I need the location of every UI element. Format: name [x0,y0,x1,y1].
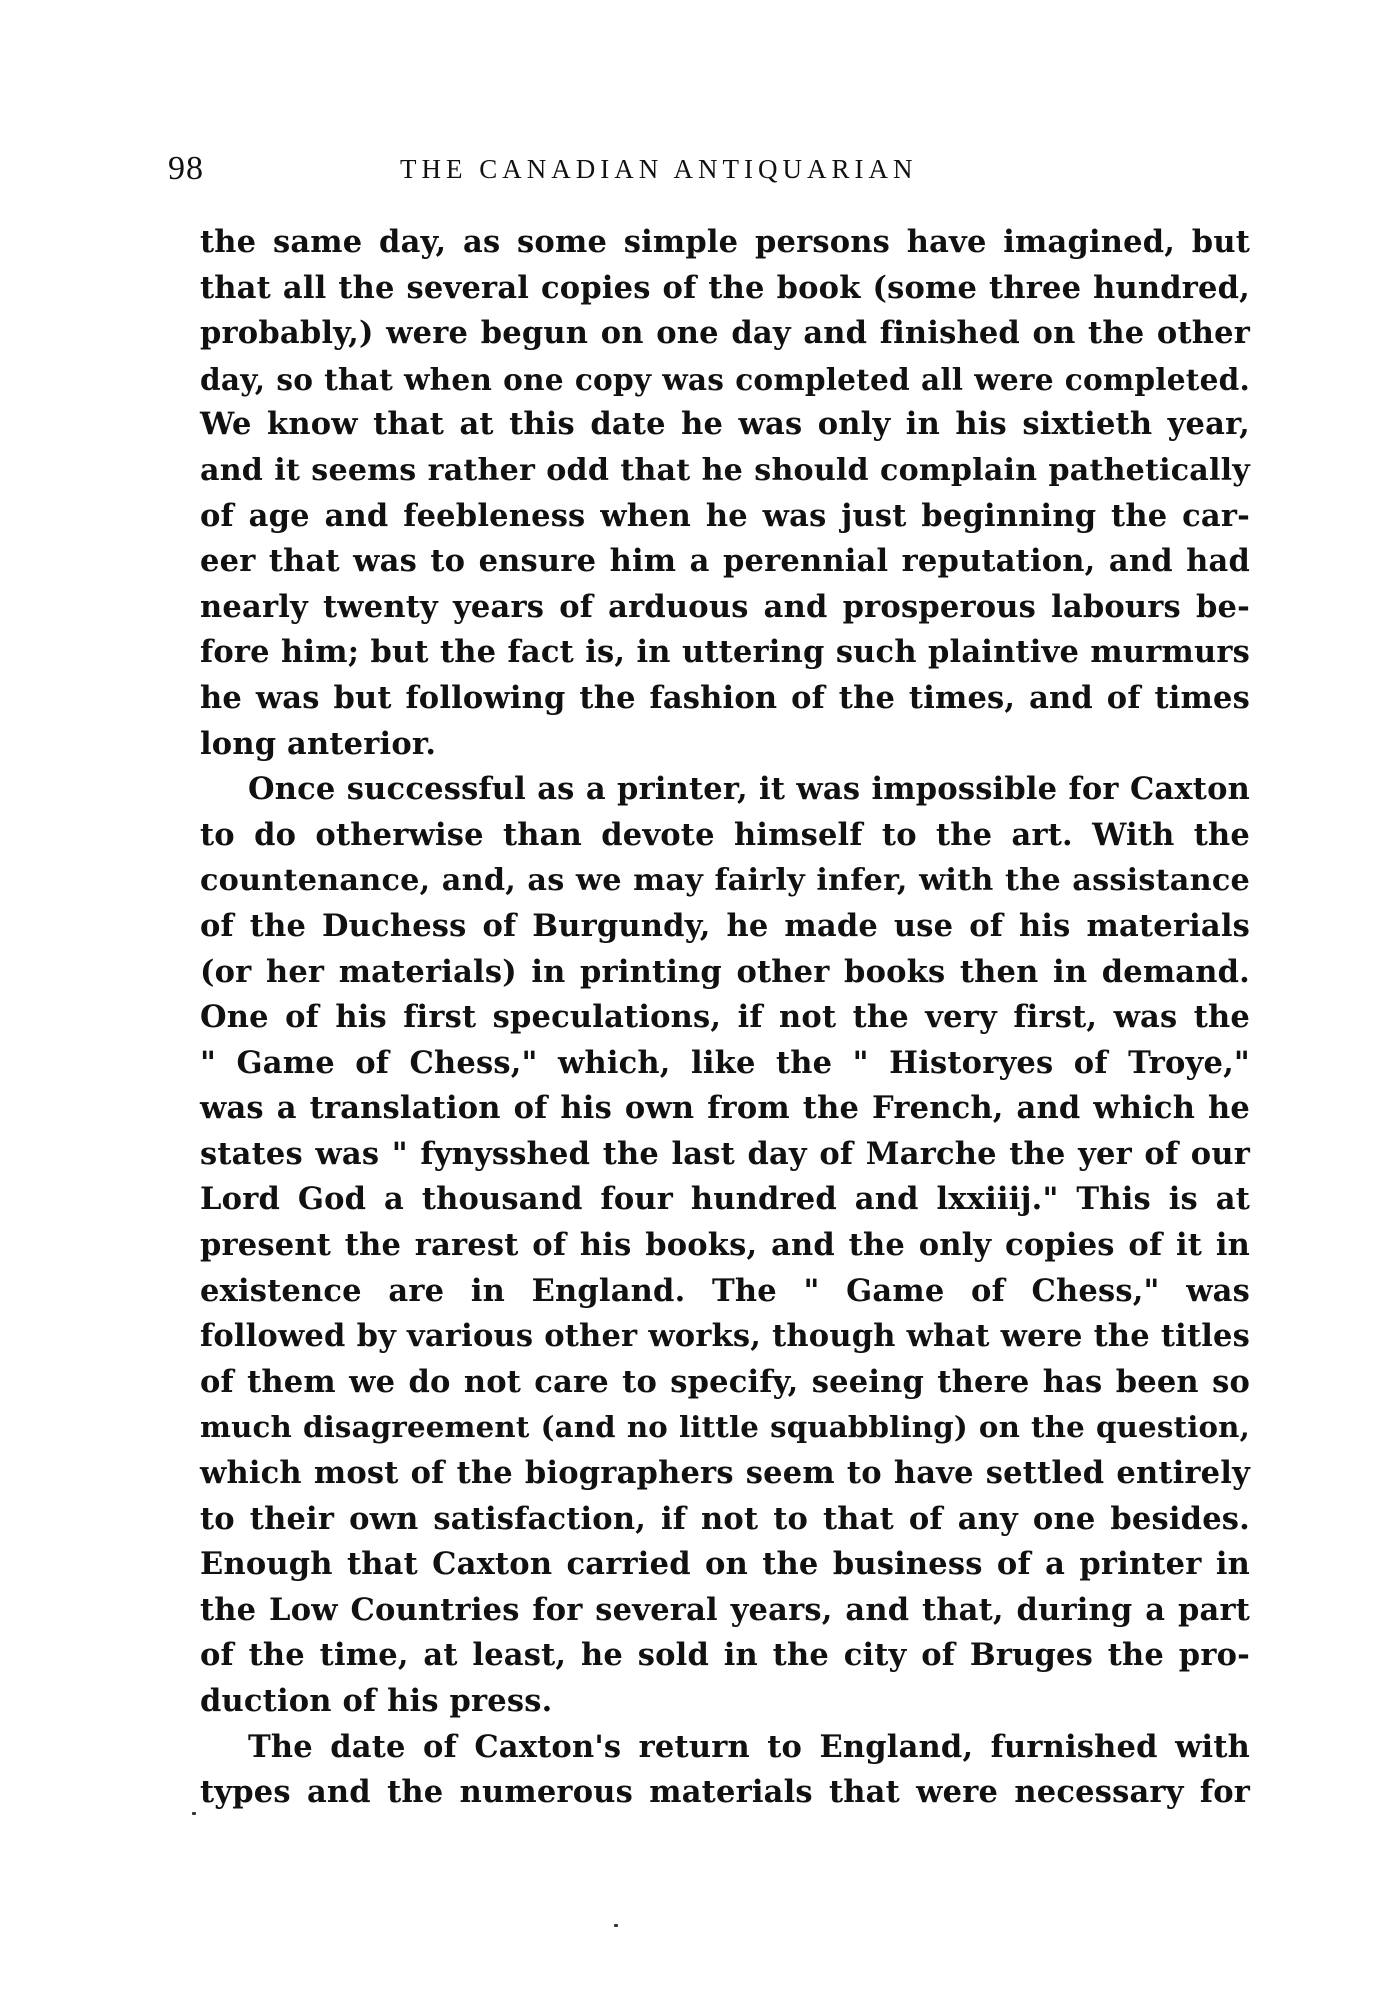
text-line: long anterior. [200,725,437,762]
text-line: followed by various other works, though what were the titles [200,1318,1250,1355]
text-line: states was " fynysshed the last day of Marche the yer of our [200,1135,1250,1172]
paragraph [200,767,1250,1724]
text-line: eer that was to ensure him a perennial reputation, and had [200,543,1250,580]
text-line: One of his first speculations, if not the very first, was the [200,999,1250,1036]
text-line: the Low Countries for several years, and that, during a part [200,1591,1250,1628]
text-line: duction of his press. [200,1683,553,1719]
text-line: and it seems rather odd that he should complain pathetically [200,452,1250,488]
text-line: of them we do not care to specify, seeing there has been so [200,1363,1250,1400]
text-line: types and the numerous materials that were necessary for [200,1774,1250,1811]
text-line: countenance, and, as we may fairly infer, with the assistance [200,863,1250,899]
text-line: was a translation of his own from the French, and which he [200,1090,1250,1127]
text-line: which most of the biographers seem to have settled entirely [200,1455,1250,1492]
text-line: Once successful as a printer, it was impossible for Caxton [248,771,1250,808]
text-line: of the Duchess of Burgundy, he made use of his materials [200,907,1250,944]
text-line: fore him; but the fact is, in uttering such plaintive murmurs [200,634,1250,671]
text-line: to their own satisfaction, if not to that of any one besides. [200,1500,1250,1537]
text-line: We know that at this date he was only in his sixtieth year, [200,406,1250,443]
text-line: much disagreement (and no little squabbling) on the question, [200,1410,1250,1445]
text-line: the same day, as some simple persons have imagined, but [200,224,1250,260]
text-line: that all the several copies of the book (some three hundred, [200,269,1250,306]
text-line: (or her materials) in printing other books then in demand. [200,953,1250,990]
text-line: he was but following the fashion of the times, and of times [200,679,1250,716]
paragraph [200,220,1250,767]
print-speck [192,1812,196,1815]
text-line: " Game of Chess," which, like the " Historyes of Troye," [200,1044,1250,1081]
running-head [168,150,1248,190]
text-line: of the time, at least, he sold in the city of Bruges the pro- [200,1637,1250,1674]
text-line: of age and feebleness when he was just beginning the car- [200,497,1250,534]
text-line: existence are in England. The " Game of Chess," was [200,1272,1250,1309]
text-line: day, so that when one copy was completed all were completed. [200,361,1250,397]
text-line: present the rarest of his books, and the only copies of it in [200,1227,1250,1264]
text-line: to do otherwise than devote himself to the art. With the [200,816,1250,853]
text-line: The date of Caxton's return to England, furnished with [248,1728,1250,1765]
journal-title: THE CANADIAN ANTIQUARIAN [400,154,918,184]
text-line: Lord God a thousand four hundred and lxxiiij." This is at [200,1181,1250,1218]
page-number: 98 [168,150,204,187]
text-line: Enough that Caxton carried on the business of a printer in [200,1546,1250,1583]
body-text [200,220,1250,1816]
text-line: probably,) were begun on one day and finished on the other [200,315,1250,352]
text-line: nearly twenty years of arduous and prosperous labours be- [200,588,1250,625]
print-speck [614,1924,618,1927]
paragraph [200,1725,1250,1816]
